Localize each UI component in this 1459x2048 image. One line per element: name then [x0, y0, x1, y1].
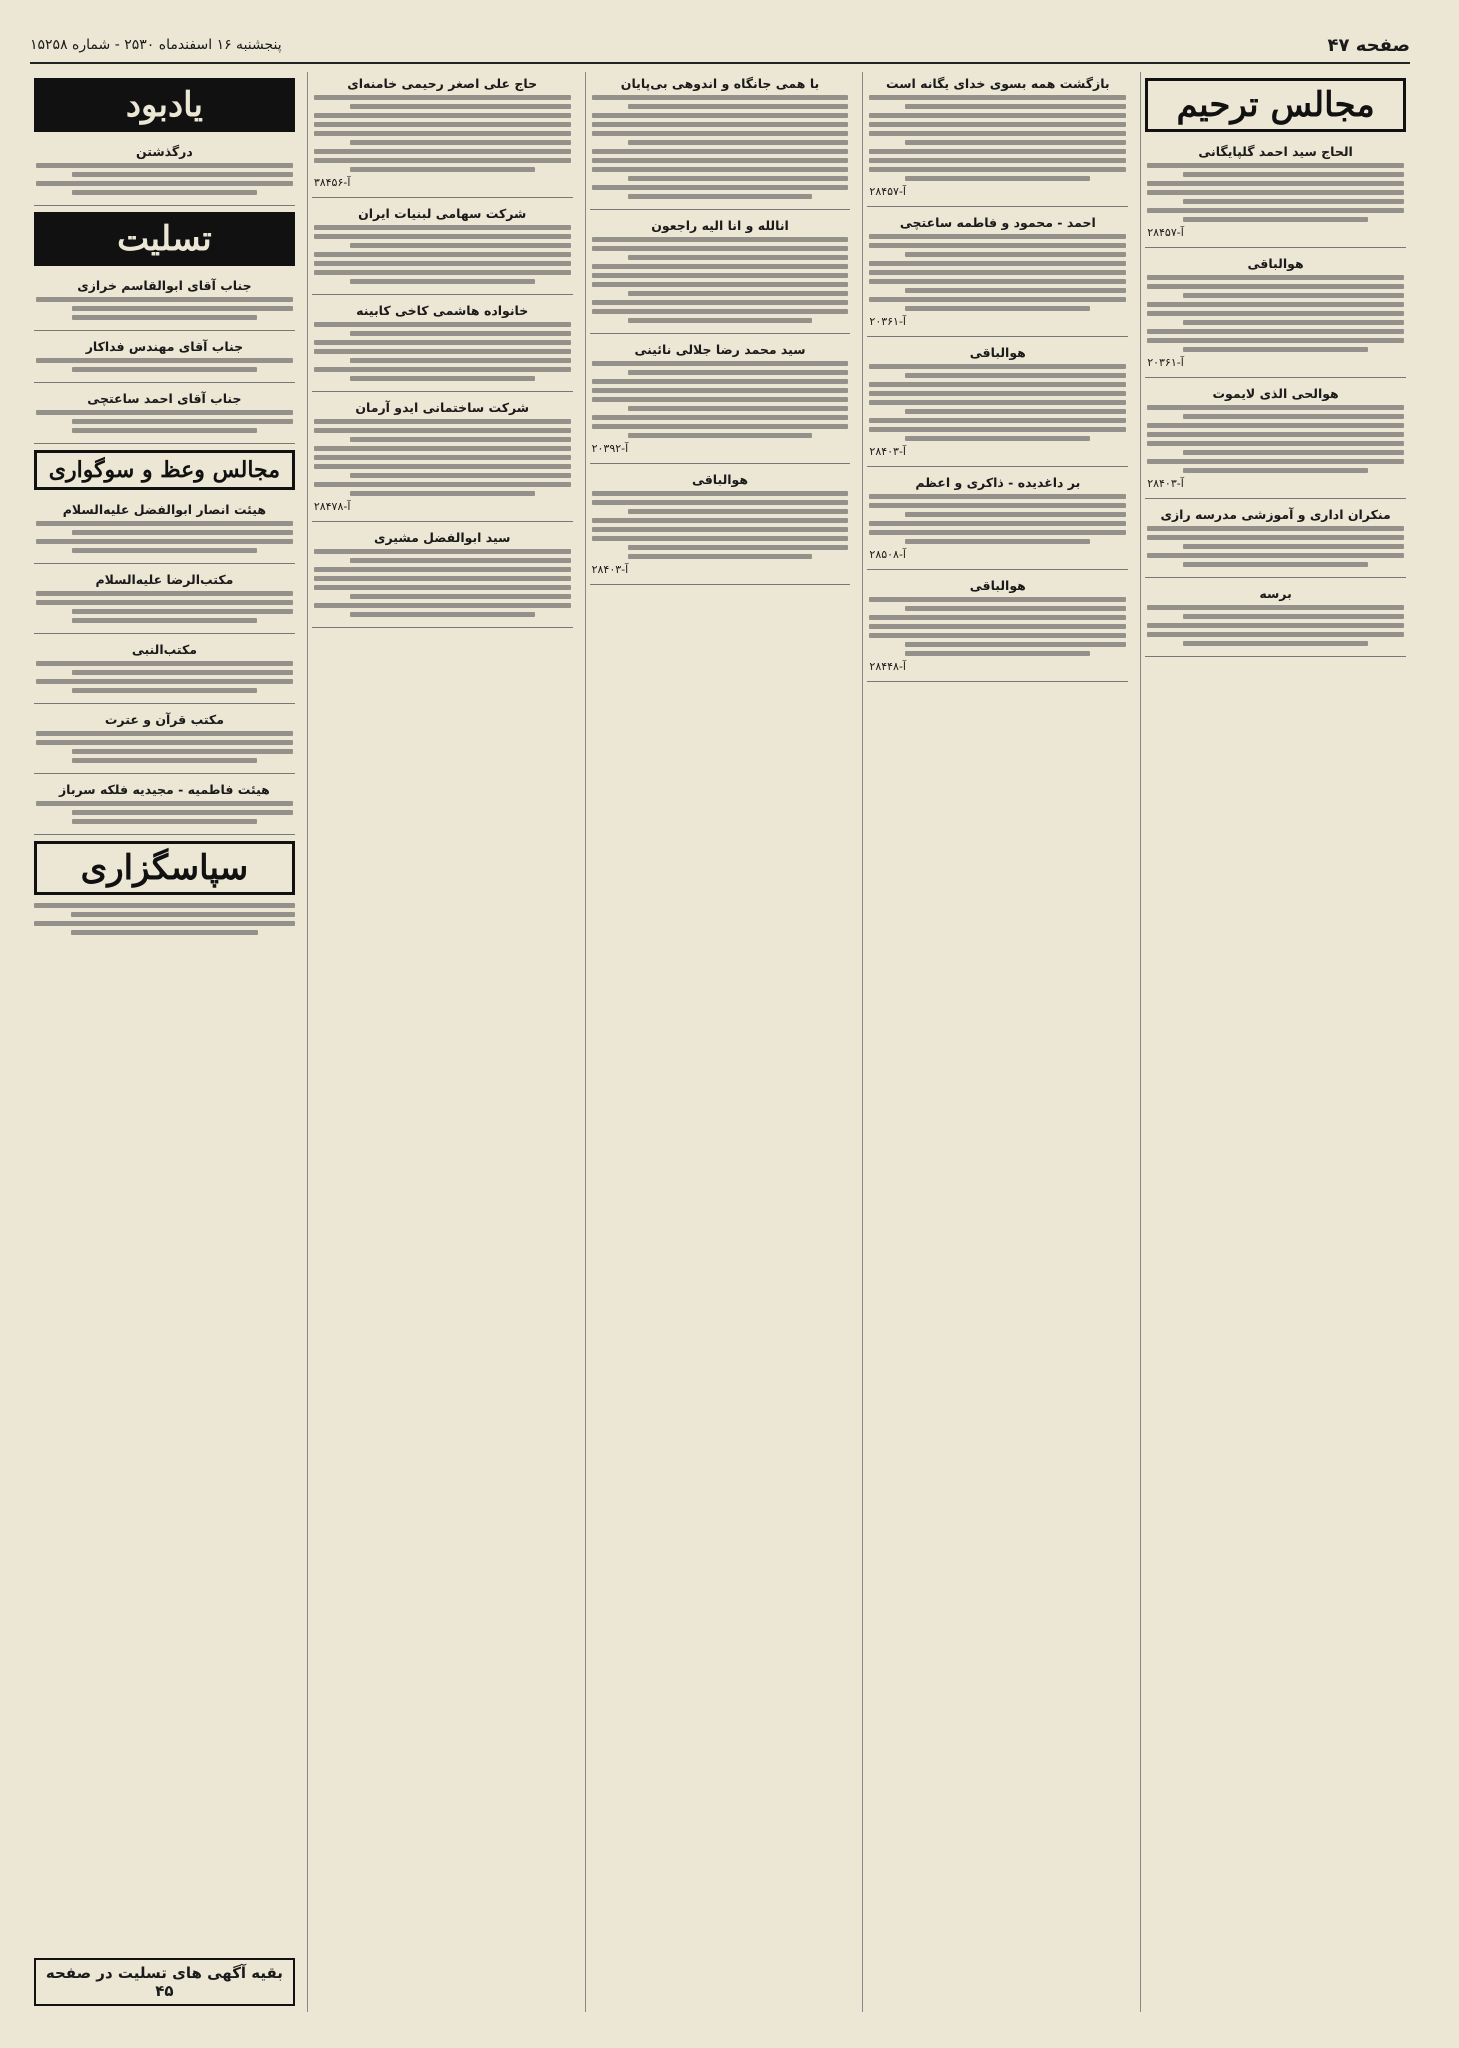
sermons-banner: مجالس وعظ و سوگواری	[34, 450, 295, 490]
notice-title: با همی جانگاه و اندوهی بی‌پایان	[620, 76, 820, 91]
notice	[34, 335, 295, 383]
notice-title: خانواده هاشمی کاخی کابینه	[356, 303, 529, 318]
notice	[590, 214, 851, 334]
notice	[1145, 140, 1406, 248]
notice-title: جناب آقای مهندس فداکار	[85, 339, 244, 354]
notice-ref: آ-۲۸۴۵۷	[869, 185, 906, 198]
notice	[34, 140, 295, 206]
notice-title: درگذشتن	[136, 144, 193, 159]
page-number: صفحه ۴۷	[1327, 34, 1410, 56]
notice-title: شرکت ساختمانی ایدو آرمان	[355, 400, 530, 415]
notice-title: هوالباقی	[969, 578, 1026, 593]
continuation-footer: بقیه آگهی های تسلیت در صفحه ۴۵	[34, 1958, 295, 2006]
notice-title: مکتب‌النبی	[131, 642, 197, 657]
notice-title: مکتب‌الرضا علیه‌السلام	[95, 572, 234, 587]
notice	[34, 638, 295, 704]
notice	[34, 708, 295, 774]
notice	[1145, 252, 1406, 378]
mourning-banner: مجالس ترحیم	[1145, 78, 1406, 132]
notice	[867, 211, 1128, 337]
notice-title: جناب آقای ابوالقاسم خرازی	[77, 278, 252, 293]
gratitude-banner: سپاسگزاری	[34, 841, 295, 895]
notice-title: بازگشت همه بسوی خدای یگانه است	[886, 76, 1110, 91]
remembrance-banner: یادبود	[34, 78, 295, 132]
notice	[590, 72, 851, 210]
notice-title: بر داغدیده - ذاکری و اعظم	[915, 475, 1081, 490]
notice-ref: آ-۳۸۴۵۶	[313, 176, 351, 189]
notice-title: مکتب قرآن و عترت	[104, 712, 224, 727]
issue-line: پنجشنبه ۱۶ اسفندماه ۲۵۳۰ - شماره ۱۵۲۵۸	[30, 37, 282, 53]
notice-title: هوالباقی	[691, 472, 749, 487]
notice-title: برسه	[1259, 586, 1292, 601]
notice	[590, 338, 851, 464]
notice-ref: آ-۲۸۴۰۳	[869, 445, 906, 458]
notice	[1145, 503, 1406, 578]
notice-ref: آ-۲۸۴۰۳	[1147, 477, 1184, 490]
notice	[312, 202, 573, 295]
notice-ref: آ-۲۰۳۶۱	[869, 315, 906, 328]
notice-ref: آ-۲۸۴۴۸	[869, 660, 906, 673]
notice	[1145, 582, 1406, 657]
notice	[312, 72, 573, 198]
condolence-banner: تسلیت	[34, 212, 295, 266]
notice-ref: آ-۲۰۳۹۲	[591, 442, 629, 455]
notice-title: هیئت انصار ابوالفضل علیه‌السلام	[62, 502, 267, 517]
notice-title: هوالحی الذی لایموت	[1212, 386, 1339, 401]
notice-title: سید محمد رضا جلالی نائینی	[634, 342, 806, 357]
column-5	[30, 72, 299, 2012]
notice-ref: آ-۲۸۴۰۳	[591, 563, 629, 576]
notice-title: شرکت سهامی لبنیات ایران	[358, 206, 527, 221]
notice	[867, 341, 1128, 467]
notice	[867, 471, 1128, 570]
notice-title: هوالباقی	[969, 345, 1026, 360]
notice-title: احمد - محمود و فاطمه ساعتچی	[899, 215, 1096, 230]
notice	[1145, 382, 1406, 499]
notice	[34, 778, 295, 835]
notice-title: سید ابوالفضل مشیری	[374, 530, 511, 545]
notice-title: الحاج سید احمد گلپایگانی	[1198, 144, 1353, 159]
notice	[34, 387, 295, 444]
notice-ref: آ-۲۸۴۵۷	[1147, 226, 1184, 239]
page-header	[30, 28, 1410, 64]
notice	[34, 498, 295, 564]
notice	[312, 526, 573, 628]
notice	[312, 396, 573, 522]
notice	[867, 574, 1128, 682]
notice	[312, 299, 573, 392]
notice-title: هوالباقی	[1247, 256, 1304, 271]
notice-ref: آ-۲۸۵۰۸	[869, 548, 906, 561]
notice	[867, 72, 1128, 207]
notice-title: هیئت فاطمیه - مجیدیه فلکه سرباز	[58, 782, 270, 797]
notice	[590, 468, 851, 585]
column-4	[307, 72, 577, 2012]
columns	[30, 72, 1410, 2012]
column-3	[585, 72, 855, 2012]
notice	[34, 568, 295, 634]
notice-title: منکران اداری و آموزشی مدرسه رازی	[1160, 507, 1391, 522]
notice-ref: آ-۲۰۳۶۱	[1147, 356, 1184, 369]
notice-title: انالله و انا الیه راجعون	[651, 218, 789, 233]
notice-title: جناب آقای احمد ساعتچی	[87, 391, 242, 406]
column-2	[862, 72, 1132, 2012]
notice-title: حاج علی اصغر رحیمی خامنه‌ای	[347, 76, 538, 91]
notice	[34, 274, 295, 331]
notice-ref: آ-۲۸۴۷۸	[313, 500, 351, 513]
column-1	[1140, 72, 1410, 2012]
